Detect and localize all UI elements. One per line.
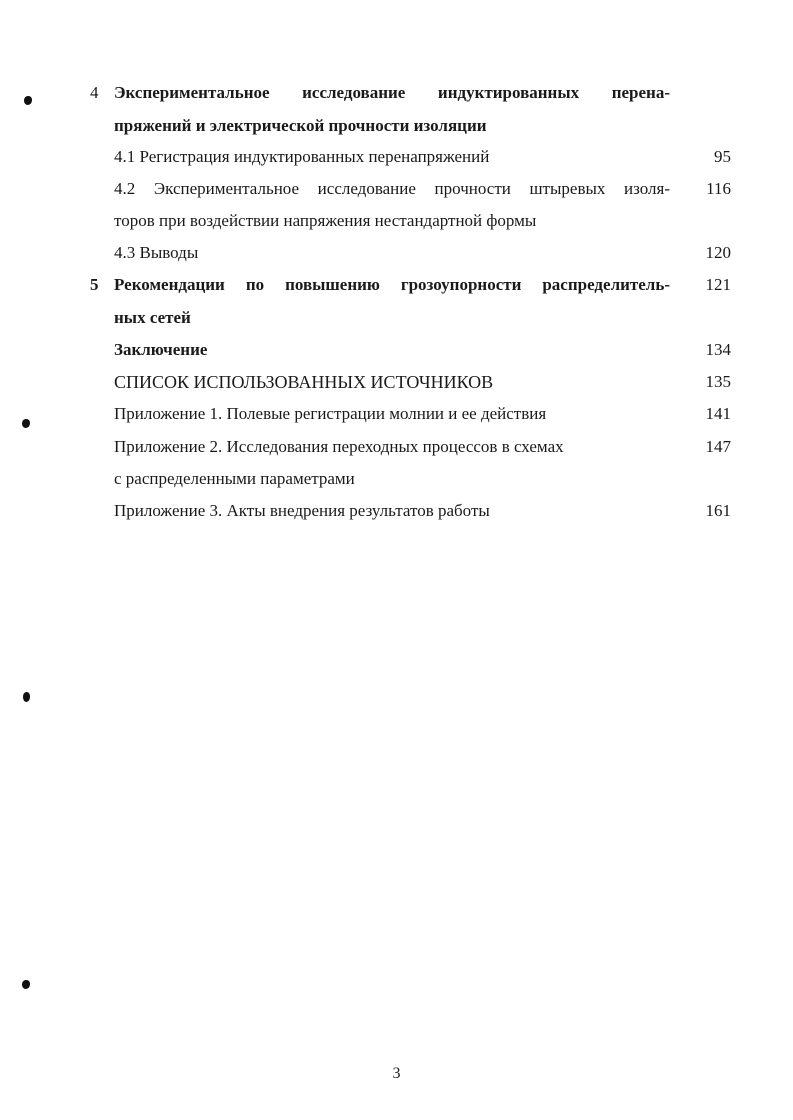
chapter-5-number: 5 <box>90 275 99 294</box>
appendix-3-page: 161 <box>705 501 731 520</box>
section-4-2-title-line1: 4.2 Экспериментальное исследование прочности штыревых изоля- <box>114 179 670 198</box>
appendix-1-title: Приложение 1. Полевые регистрации молнии и ее действия <box>114 404 547 423</box>
chapter-4-title-line2: пряжений и электрической прочности изоляции <box>114 116 487 135</box>
section-4-2-title-line2: торов при воздействии напряжения нестандартной формы <box>114 211 537 230</box>
sources-page: 135 <box>705 372 731 391</box>
section-4-1-page: 95 <box>714 147 731 166</box>
punch-hole-mark <box>22 980 30 989</box>
section-4-3-title: 4.3 Выводы <box>114 243 199 262</box>
appendix-2-title-line2: с распределенными параметрами <box>114 469 355 488</box>
punch-hole-mark <box>23 692 30 702</box>
appendix-2-page: 147 <box>705 437 731 456</box>
appendix-3-title: Приложение 3. Акты внедрения результатов работы <box>114 501 490 520</box>
conclusion-title: Заключение <box>114 340 208 359</box>
chapter-4-title-line1: Экспериментальное исследование индуктированных перена- <box>114 83 670 102</box>
chapter-5-title-line1: Рекомендации по повышению грозоупорности распределитель- <box>114 275 670 294</box>
appendix-1-page: 141 <box>705 404 731 423</box>
section-4-1-title: 4.1 Регистрация индуктированных перенапряжений <box>114 147 490 166</box>
punch-hole-mark <box>22 419 30 428</box>
appendix-2-title-line1: Приложение 2. Исследования переходных процессов в схемах <box>114 437 564 456</box>
conclusion-page: 134 <box>705 340 731 359</box>
section-4-3-page: 120 <box>705 243 731 262</box>
punch-hole-mark <box>24 96 32 105</box>
chapter-5-page: 121 <box>705 275 731 294</box>
section-4-2-page: 116 <box>706 179 731 198</box>
sources-title: СПИСОК ИСПОЛЬЗОВАННЫХ ИСТОЧНИКОВ <box>114 372 494 392</box>
page-number: 3 <box>392 1065 401 1082</box>
chapter-4-number: 4 <box>90 83 99 102</box>
chapter-5-title-line2: ных сетей <box>114 308 191 327</box>
